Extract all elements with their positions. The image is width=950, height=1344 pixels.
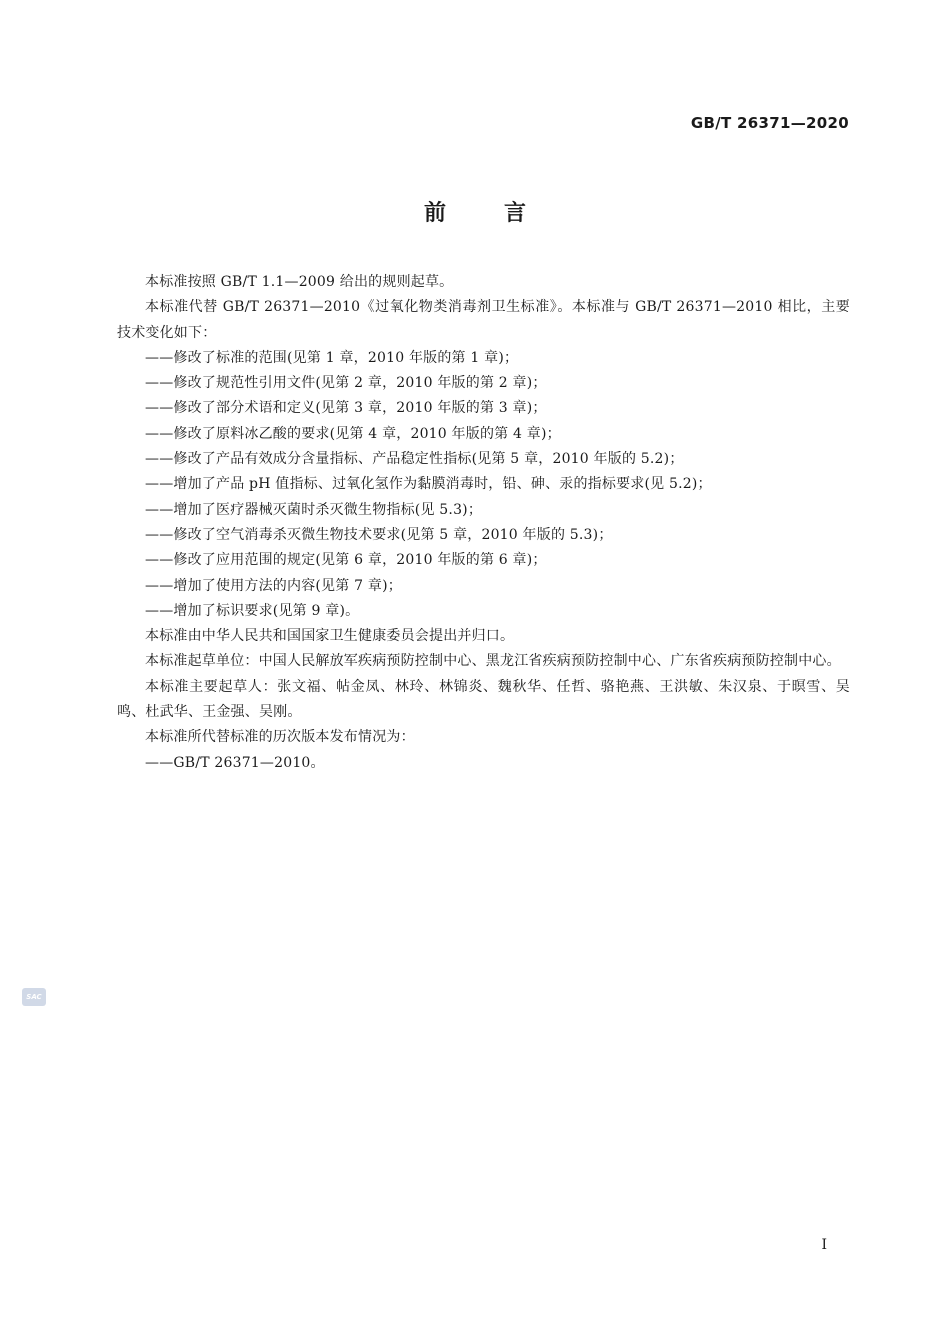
page-number: I <box>821 1237 827 1253</box>
history-item: ——GB/T 26371—2010。 <box>145 754 325 771</box>
change-item: ——修改了原料冰乙酸的要求(见第 4 章，2010 年版的第 4 章)； <box>145 425 561 442</box>
change-item: ——增加了产品 pH 值指标、过氧化氢作为黏膜消毒时，铅、砷、汞的指标要求(见 5.2)； <box>145 476 712 493</box>
paragraph-history-intro: 本标准所代替标准的历次版本发布情况为： <box>145 729 415 746</box>
paragraph-drafting-rules: 本标准按照 GB/T 1.1—2009 给出的规则起草。 <box>145 274 454 290</box>
standard-code: GB/T 26371—2020 <box>690 114 849 132</box>
sac-watermark-logo: SAC <box>22 988 46 1006</box>
change-item: ——修改了空气消毒杀灭微生物技术要求(见第 5 章，2010 年版的 5.3)； <box>145 526 613 543</box>
paragraph-proposer: 本标准由中华人民共和国国家卫生健康委员会提出并归口。 <box>145 628 515 645</box>
change-item: ——增加了医疗器械灭菌时杀灭微生物指标(见 5.3)； <box>145 501 483 518</box>
change-item: ——修改了部分术语和定义(见第 3 章，2010 年版的第 3 章)； <box>145 400 547 417</box>
change-item: ——修改了标准的范围(见第 1 章，2010 年版的第 1 章)； <box>145 349 519 366</box>
change-item: ——增加了使用方法的内容(见第 7 章)； <box>145 577 402 594</box>
paragraph-drafters: 本标准主要起草人：张文福、帖金凤、林玲、林锦炎、魏秋华、任哲、骆艳燕、王洪敏、朱汉泉、于暝雪、吴鸣、杜武华、王金强、吴刚。 <box>117 678 850 721</box>
change-item: ——增加了标识要求(见第 9 章)。 <box>145 602 360 619</box>
paragraph-drafting-units: 本标准起草单位：中国人民解放军疾病预防控制中心、黑龙江省疾病预防控制中心、广东省疾病预防控制中心。 <box>145 653 841 670</box>
change-item: ——修改了规范性引用文件(见第 2 章，2010 年版的第 2 章)； <box>145 375 547 392</box>
page-title: 前言 <box>423 201 584 226</box>
change-item: ——修改了应用范围的规定(见第 6 章，2010 年版的第 6 章)； <box>145 552 547 569</box>
paragraph-replaces: 本标准代替 GB/T 26371—2010《过氧化物类消毒剂卫生标准》。本标准与 GB/T 26371—2010 相比，主要技术变化如下： <box>117 299 850 341</box>
foreword-body <box>117 270 850 776</box>
change-item: ——修改了产品有效成分含量指标、产品稳定性指标(见第 5 章，2010 年版的 5.2)； <box>145 451 684 468</box>
